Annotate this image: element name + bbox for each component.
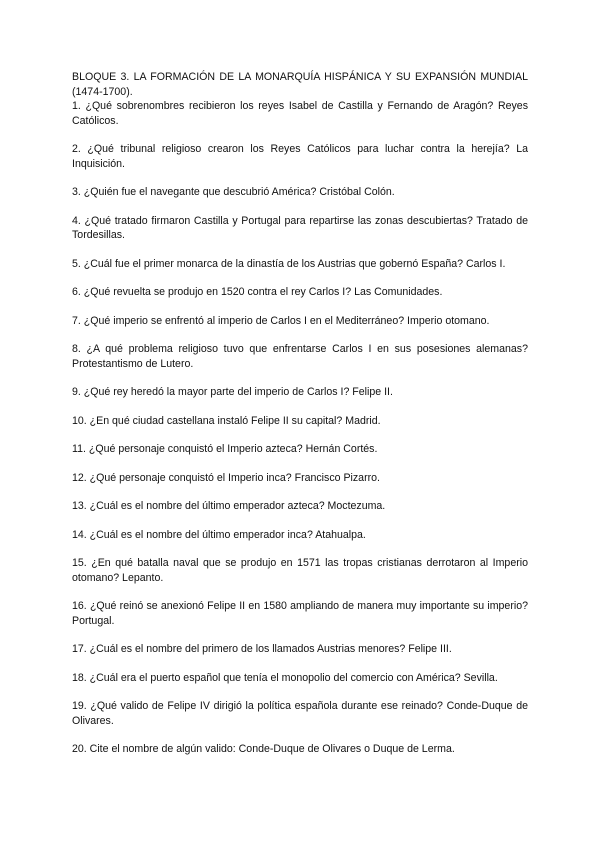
question-17: 17. ¿Cuál es el nombre del primero de los llamados Austrias menores? Felipe III. <box>72 643 452 655</box>
question-8: 8. ¿A qué problema religioso tuvo que enfrentarse Carlos I en sus posesiones alemanas? Protestantismo de Lutero. <box>72 343 528 370</box>
question-10: 10. ¿En qué ciudad castellana instaló Felipe II su capital? Madrid. <box>72 414 381 427</box>
question-3: 3. ¿Quién fue el navegante que descubrió América? Cristóbal Colón. <box>72 186 395 198</box>
question-1: 1. ¿Qué sobrenombres recibieron los reyes Isabel de Castilla y Fernando de Aragón? Reyes Católicos. <box>72 100 528 127</box>
question-5: 5. ¿Cuál fue el primer monarca de la dinastía de los Austrias que gobernó España? Carlos I. <box>72 257 506 270</box>
question-16: 16. ¿Qué reinó se anexionó Felipe II en 1580 ampliando de manera muy importante su imperio? Portugal. <box>72 600 528 627</box>
question-14: 14. ¿Cuál es el nombre del último emperador inca? Atahualpa. <box>72 528 366 541</box>
question-19: 19. ¿Qué valido de Felipe IV dirigió la política española durante ese reinado? Conde-Duque de Olivares. <box>72 700 528 727</box>
question-18: 18. ¿Cuál era el puerto español que tenía el monopolio del comercio con América? Sevilla. <box>72 671 498 684</box>
question-4: 4. ¿Qué tratado firmaron Castilla y Portugal para repartirse las zonas descubiertas? Tratado de Tordesillas. <box>72 214 528 241</box>
question-12: 12. ¿Qué personaje conquistó el Imperio inca? Francisco Pizarro. <box>72 471 380 484</box>
question-11: 11. ¿Qué personaje conquistó el Imperio azteca? Hernán Cortés. <box>72 443 378 455</box>
question-2: 2. ¿Qué tribunal religioso crearon los Reyes Católicos para luchar contra la herejía? La Inquisición. <box>72 143 528 170</box>
question-15: 15. ¿En qué batalla naval que se produjo en 1571 las tropas cristianas derrotaron al Imperio otomano? Lepanto. <box>72 557 528 584</box>
document-page <box>72 70 528 771</box>
question-9: 9. ¿Qué rey heredó la mayor parte del imperio de Carlos I? Felipe II. <box>72 386 393 398</box>
document-heading: BLOQUE 3. LA FORMACIÓN DE LA MONARQUÍA HISPÁNICA Y SU EXPANSIÓN MUNDIAL (1474-1700). <box>72 71 528 98</box>
question-13: 13. ¿Cuál es el nombre del último emperador azteca? Moctezuma. <box>72 500 386 512</box>
question-7: 7. ¿Qué imperio se enfrentó al imperio de Carlos I en el Mediterráneo? Imperio otomano. <box>72 314 490 327</box>
question-20: 20. Cite el nombre de algún valido: Conde-Duque de Olivares o Duque de Lerma. <box>72 743 455 755</box>
question-6: 6. ¿Qué revuelta se produjo en 1520 contra el rey Carlos I? Las Comunidades. <box>72 286 443 298</box>
